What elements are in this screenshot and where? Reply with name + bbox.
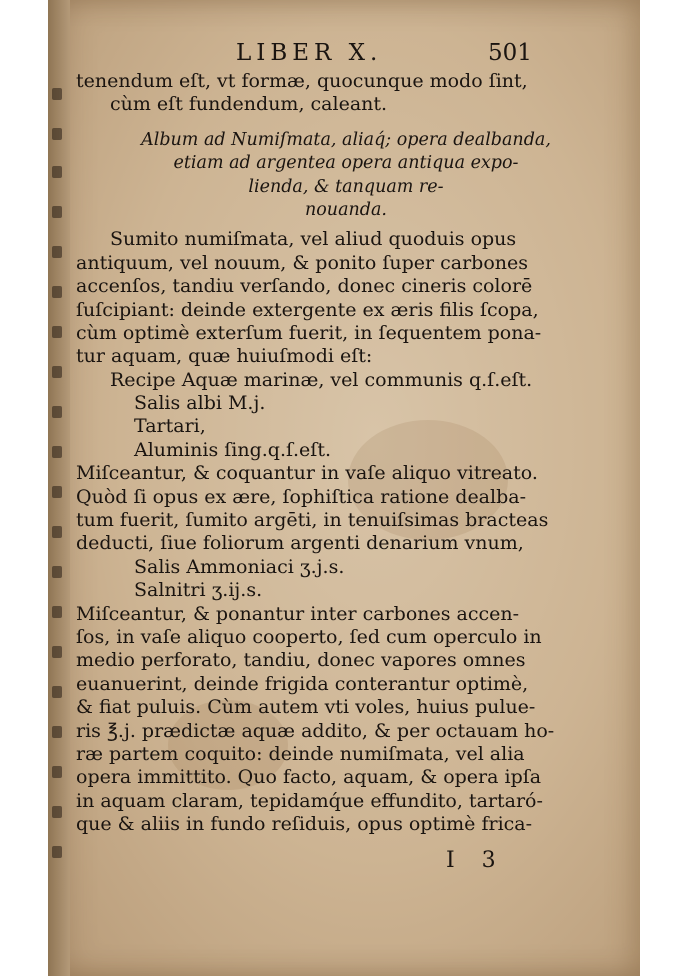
text-line: cùm eſt fundendum, caleant. [110, 93, 388, 116]
text-line: deducti, ſiue foliorum argenti denarium vnum, [76, 532, 524, 555]
text-line: opera immittito. Quo facto, aquam, & opera ipſa [76, 766, 542, 789]
title-line: Album ad Numiſmata, aliaq́; opera dealbanda, [141, 129, 551, 150]
text-line: accenſos, tandiu verſando, donec cineris colorē [76, 275, 533, 298]
title-line: etiam ad argentea opera antiqua expo- [173, 153, 519, 174]
text-line: antiquum, vel nouum, & ponito ſuper carbones [76, 251, 529, 274]
text-line: que & aliis in fundo reſiduis, opus optimè frica- [76, 813, 533, 836]
body-text [76, 70, 616, 837]
text-line: Miſceantur, & ponantur inter carbones accen- [76, 602, 520, 625]
recipe-line: Salis albi M.j. [134, 392, 266, 415]
title-line: lienda, & tanquam re- [248, 176, 444, 197]
signature-mark: I 3 [446, 848, 506, 873]
text-line: tum fuerit, ſumito argēti, in tenuiſsimas bracteas [76, 509, 549, 532]
page-header [48, 40, 640, 68]
page-number: 501 [488, 40, 532, 66]
book-page [48, 0, 640, 976]
title-line: nouanda. [305, 199, 387, 220]
section-title [76, 129, 616, 223]
running-head: LIBER X. [236, 40, 383, 66]
recipe-line: Salis Ammoniaci ʒ.j.s. [134, 555, 345, 578]
text-line: tenendum eſt, vt formæ, quocunque modo ſint, [76, 70, 528, 92]
recipe-line: Aluminis ſing.q.ſ.eſt. [134, 438, 332, 461]
text-line: tur aquam, quæ huiuſmodi eſt: [76, 345, 373, 368]
recipe-line: Salnitri ʒ.ij.s. [134, 579, 263, 602]
text-line: Sumito numiſmata, vel aliud quoduis opus [110, 228, 517, 251]
text-line: Quòd ſi opus ex ære, ſophiſtica ratione dealba- [76, 485, 526, 508]
text-line: & fiat puluis. Cùm autem vti voles, huius pulue- [76, 696, 536, 719]
text-line: euanuerint, deinde frigida conterantur optimè, [76, 672, 529, 695]
text-line: medio perforato, tandiu, donec vapores omnes [76, 649, 526, 672]
binding-gutter [48, 0, 70, 976]
text-line: cùm optimè exterſum fuerit, in ſequentem pona- [76, 321, 542, 344]
text-line: Miſceantur, & coquantur in vaſe aliquo vitreato. [76, 462, 538, 485]
text-line: ſuſcipiant: deinde extergente ex æris filis ſcopa, [76, 298, 539, 321]
text-line: ſos, in vaſe aliquo cooperto, ſed cum operculo in [76, 625, 542, 648]
text-line: ræ partem coquito: deinde numiſmata, vel alia [76, 742, 525, 765]
text-line: in aquam claram, tepidamq́ue effundito, tartaró- [76, 789, 543, 812]
recipe-line: Recipe Aquæ marinæ, vel communis q.ſ.eſt. [110, 368, 533, 391]
recipe-line: Tartari, [134, 415, 206, 438]
text-line: ris ℥.j. prædictæ aquæ addito, & per octauam ho- [76, 719, 555, 742]
